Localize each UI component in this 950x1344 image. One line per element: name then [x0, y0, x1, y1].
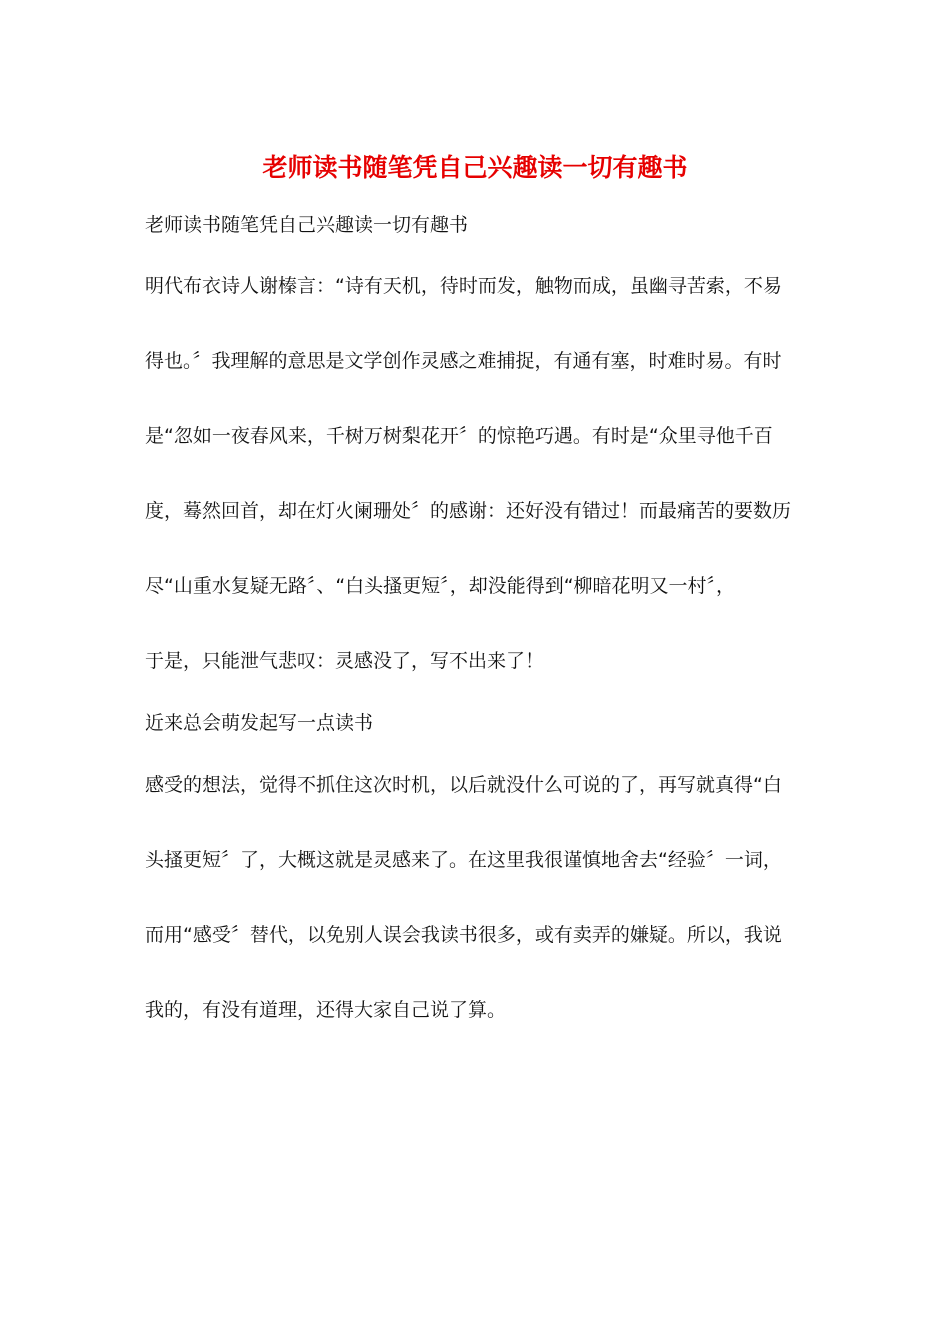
- paragraph-2-heading: 近来总会萌发起写一点读书: [145, 712, 374, 734]
- paragraph-1-line-3: 是“忽如一夜春风来，千树万树梨花开〞的惊艳巧遇。有时是“众里寻他千百: [145, 425, 773, 447]
- document-subtitle: 老师读书随笔凭自己兴趣读一切有趣书: [145, 214, 469, 236]
- document-title: 老师读书随笔凭自己兴趣读一切有趣书: [262, 153, 688, 182]
- paragraph-2-line-1: 感受的想法，觉得不抓住这次时机，以后就没什么可说的了，再写就真得“白: [145, 774, 782, 796]
- paragraph-1-line-1: 明代布衣诗人谢榛言：“诗有天机，待时而发，触物而成，虽幽寻苦索，不易: [145, 275, 782, 297]
- paragraph-2-line-3: 而用“感受〞替代，以免别人误会我读书很多，或有卖弄的嫌疑。所以，我说: [145, 924, 782, 946]
- paragraph-1-line-4: 度，蓦然回首，却在灯火阑珊处〞的感谢：还好没有错过！而最痛苦的要数历: [145, 500, 792, 522]
- paragraph-1-line-6: 于是，只能泄气悲叹：灵感没了，写不出来了！: [145, 650, 545, 672]
- paragraph-1-line-2: 得也。〞我理解的意思是文学创作灵感之难捕捉，有通有塞，时难时易。有时: [145, 350, 782, 372]
- paragraph-2-line-2: 头搔更短〞了，大概这就是灵感来了。在这里我很谨慎地舍去“经验〞一词，: [145, 849, 782, 871]
- paragraph-2-line-4: 我的，有没有道理，还得大家自己说了算。: [145, 999, 507, 1021]
- paragraph-1-line-5: 尽“山重水复疑无路〞、“白头搔更短〞，却没能得到“柳暗花明又一村〞，: [145, 575, 736, 597]
